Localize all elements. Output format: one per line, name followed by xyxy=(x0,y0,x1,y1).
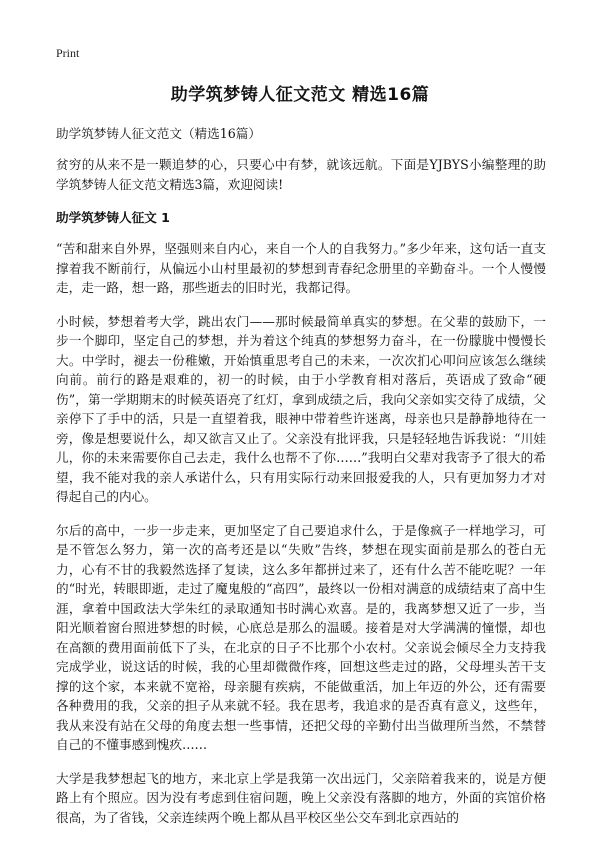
article-subtitle: 助学筑梦铸人征文范文（精选16篇） xyxy=(56,126,261,141)
body-paragraph-4: 大学是我梦想起飞的地方，来北京上学是我第一次出远门，父亲陪着我来的，说是方便路上有个照应。因为没有考虑到住宿问题，晚上父亲没有落脚的地方，外面的宾馆价格很高，为了省钱，父亲连续两个晚上都从昌平校区坐公交车到北京西站的 xyxy=(56,770,546,825)
print-link[interactable]: Print xyxy=(56,46,80,60)
body-paragraph-3: 尔后的高中，一步一步走来，更加坚定了自己要追求什么，于是像疯子一样地学习，可是不管怎么努力，第一次的高考还是以“失败”告终，梦想在现实面前是那么的苍白无力，心有不甘的我毅然选择了复读，这么多年都拼过来了，还有什么苦不能吃呢？一年的“时光，转眼即逝，走过了魔鬼般的“高四”，最终以一份相对满意的成绩结束了高中生涯，拿着中国政法大学朱红的录取通知书时满心欢喜。是的，我离梦想又近了一步，当阳光顺着窗台照进梦想的时候，心底总是那么的温暖。接着是对大学满满的憧憬，却也在高额的费用面前低下了头，在北京的日子不比那个小农村。父亲说会倾尽全力支持我完成学业，说这话的时候，我的心里却微微作疼，回想这些走过的路，父母埋头苦干支撑的这个家，本来就不宽裕，母亲腿有疾病，不能做重活，加上年迈的外公，还有需要各种费用的我，父亲的担子从来就不轻。我在思考，我追求的是否真有意义，这些年，我从来没有站在父母的角度去想一些事情，还把父母的辛勤付出当做理所当然，不禁替自己的不懂事感到愧疚…… xyxy=(56,522,546,752)
intro-paragraph: 贫穷的从来不是一颗追梦的心，只要心中有梦，就该远航。下面是YJBYS小编整理的助学筑梦铸人征文范文精选3篇，欢迎阅读! xyxy=(56,157,546,192)
body-paragraph-2: 小时候，梦想着考大学，跳出农门——那时候最简单真实的梦想。在父辈的鼓励下，一步一个脚印，坚定自己的梦想，并为着这个纯真的梦想努力奋斗，在一份朦胧中慢慢长大。中学时，褪去一份稚嫩，开始慎重思考自己的未来，一次次扪心叩问应该怎么继续向前。前行的路是艰难的，初一的时候，由于小学教育相对落后，英语成了致命“硬伤”，第一学期期末的时候英语亮了红灯，拿到成绩之后，我向父亲如实交待了成绩，父亲停下了手中的活，只是一直望着我，眼神中带着些许迷离，母亲也只是静静地待在一旁，像是想要说什么，却又欲言又止了。父亲没有批评我，只是轻轻地告诉我说：“川娃儿，你的未来需要你自己去走，我什么也帮不了你……”我明白父辈对我寄予了很大的希望，我不能对我的亲人承诺什么，只有用实际行动来回报爱我的人，只有更加努力才对得起自己的内心。 xyxy=(56,313,546,504)
page-title: 助学筑梦铸人征文范文 精选16篇 xyxy=(170,85,430,105)
section-heading: 助学筑梦铸人征文 1 xyxy=(56,210,170,225)
body-paragraph-1: “苦和甜来自外界，坚强则来自内心，来自一个人的自我努力。”多少年来，这句话一直支撑着我不断前行，从偏远小山村里最初的梦想到青春纪念册里的辛勤奋斗。一个人慢慢走，走一路，想一路，那些逝去的旧时光，我都记得。 xyxy=(56,241,546,295)
article-body xyxy=(56,124,546,841)
